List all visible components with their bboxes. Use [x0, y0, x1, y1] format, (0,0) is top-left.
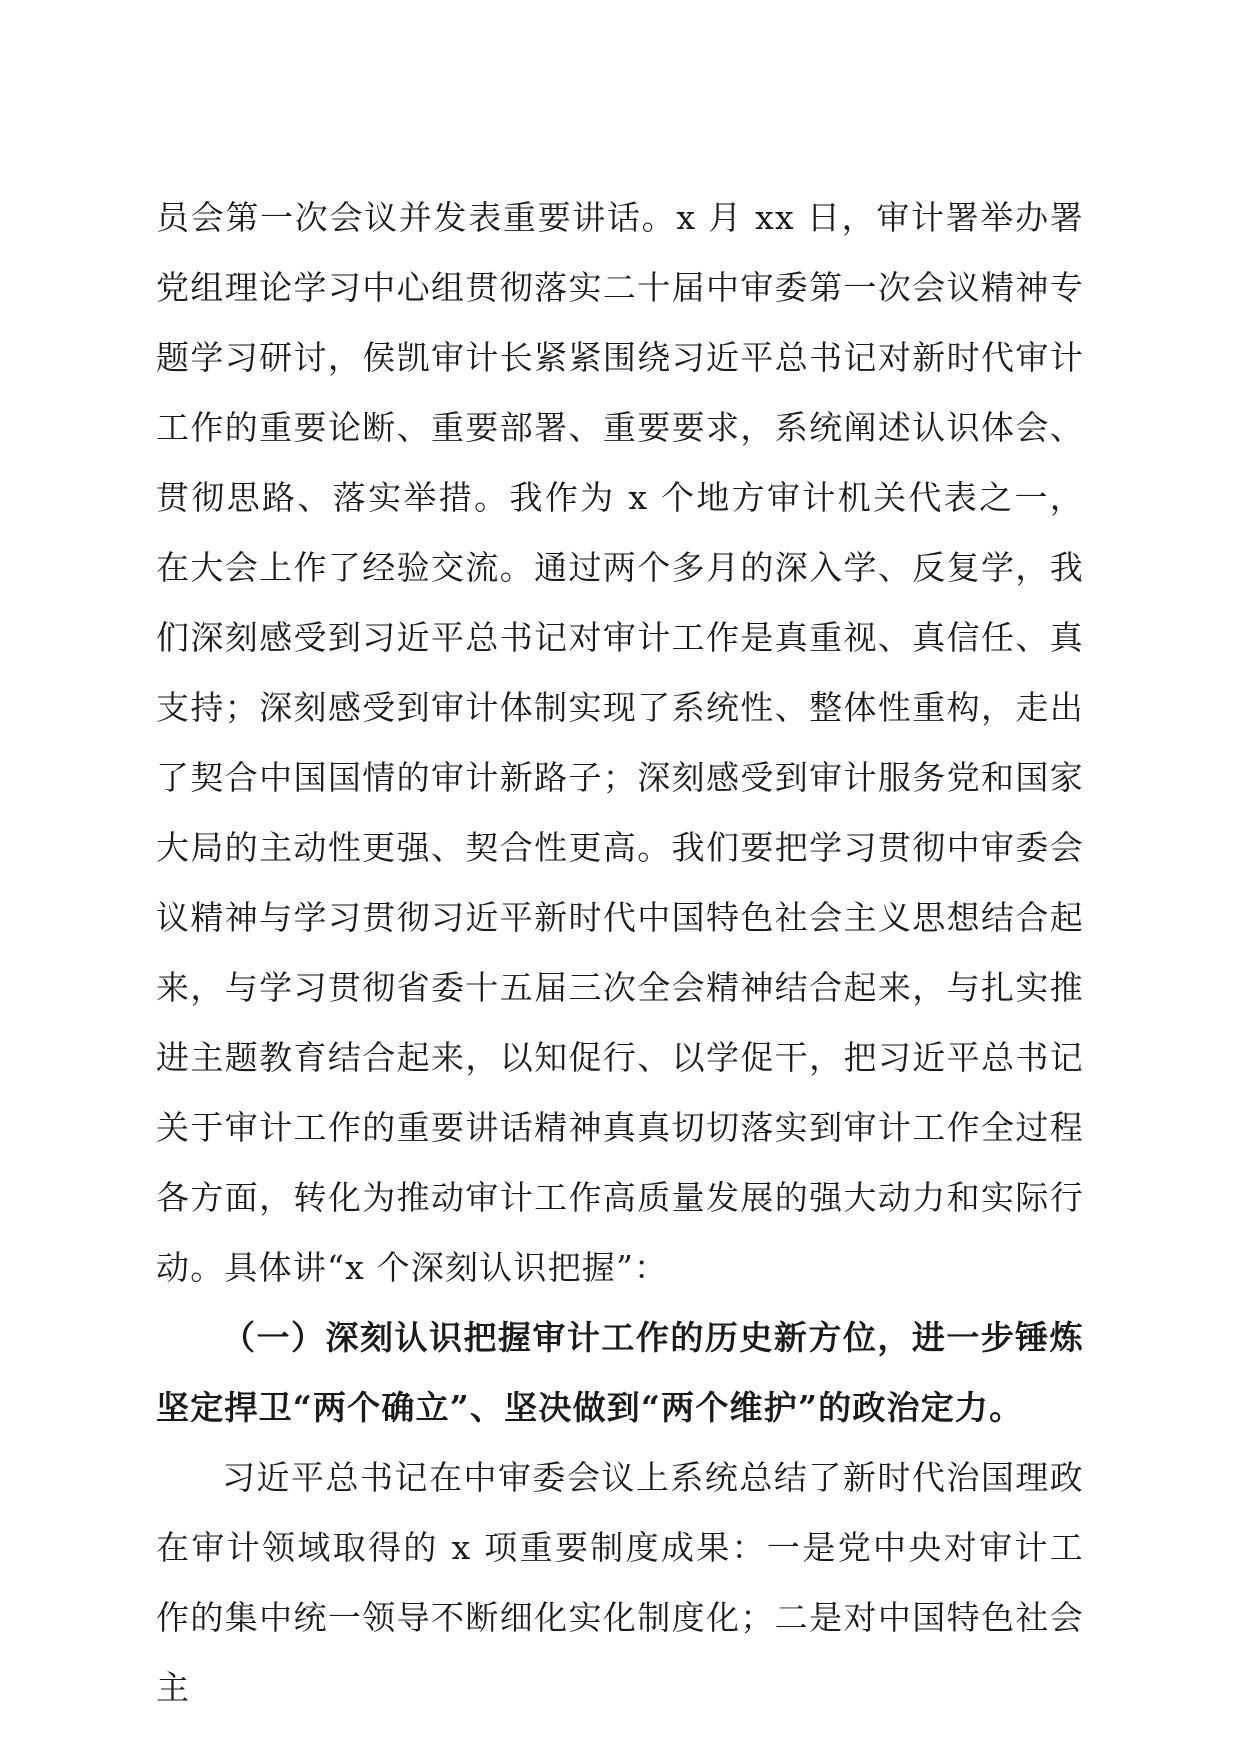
- text-line: 学习贯彻省委十五届三次全会精神结合起来，与扎实推进主题: [156, 968, 1084, 1077]
- text-line: 习近平总书记在中审委会议上系统总结了新时代治国理政: [222, 1458, 1084, 1497]
- text-line: 会上作了经验交流。通过两个多月的深入学、反复学，我们深: [156, 548, 1085, 657]
- text-line: 深刻感受到审计体制实现了系统性、整体性重构，走出了契合: [156, 688, 1084, 797]
- text-line: 计工作的重要讲话精神真真切切落实到审计工作全过程各方面，: [156, 1108, 1084, 1217]
- text-line: 员会第一次会议并发表重要讲话。x 月 xx 日，审计署举办署党: [156, 198, 1084, 307]
- section-heading-1: [156, 1303, 1084, 1443]
- text-line: 彻思路、落实举措。我作为 x 个地方审计机关代表之一，在大: [156, 478, 1085, 587]
- text-line: 讲“x 个深刻认识把握”：: [292, 1248, 669, 1287]
- text-line: 主动性更强、契合性更高。我们要把学习贯彻中审委会议精神: [156, 828, 1084, 937]
- text-line: 在审计领域取得的 x 项重要制度成果：一是党中央对审计工作: [156, 1528, 1084, 1637]
- text-line: 教育结合起来，以知促行、以学促干，把习近平总书记关于审: [156, 1038, 1084, 1147]
- text-line: 作的重要论断、重要部署、重要要求，系统阐述认识体会、贯: [156, 408, 1085, 517]
- text-line: 学习研讨，侯凯审计长紧紧围绕习近平总书记对新时代审计工: [156, 338, 1085, 447]
- heading-line: （一）深刻认识把握审计工作的历史新方位，进一步锤炼: [222, 1318, 1084, 1357]
- text-line: 转化为推动审计工作高质量发展的强大动力和实际行动。具体: [156, 1178, 1084, 1287]
- text-line: 与学习贯彻习近平新时代中国特色社会主义思想结合起来，与: [156, 898, 1084, 1007]
- heading-line: 坚定捍卫“两个确立”、坚决做到“两个维护”的政治定力。: [156, 1388, 1024, 1427]
- text-line: 的集中统一领导不断细化实化制度化；二是对中国特色社会主: [156, 1598, 1085, 1707]
- body-paragraph-section-1: [156, 1443, 1084, 1723]
- text-line: 中国国情的审计新路子；深刻感受到审计服务党和国家大局的: [156, 758, 1084, 867]
- text-line: 组理论学习中心组贯彻落实二十届中审委第一次会议精神专题: [156, 268, 1085, 377]
- document-body: [156, 183, 1084, 1723]
- text-line: 刻感受到习近平总书记对审计工作是真重视、真信任、真支持；: [156, 618, 1085, 727]
- body-paragraph-intro: [156, 183, 1084, 1303]
